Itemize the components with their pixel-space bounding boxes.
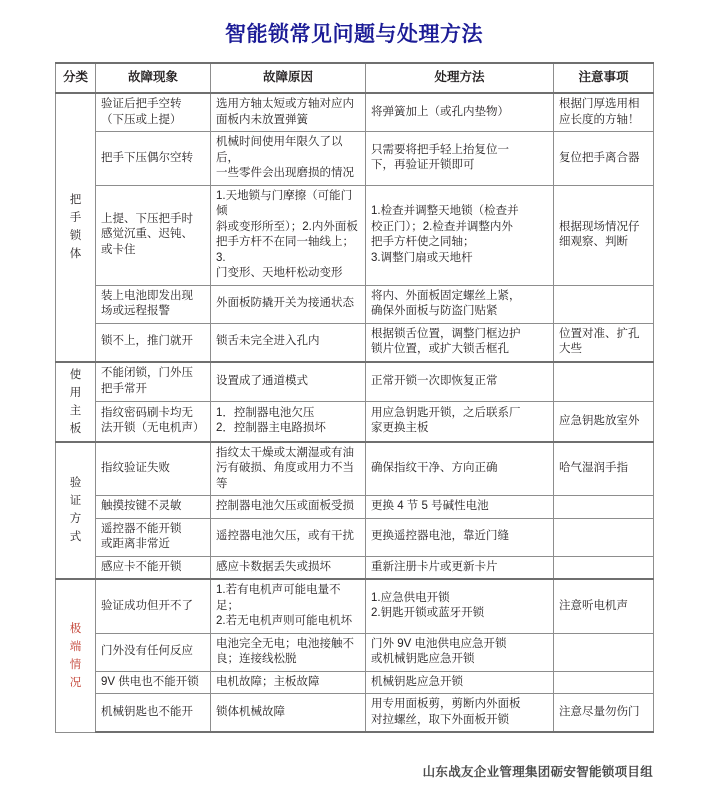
symptom-cell-line: 验证成功但开不了 [101, 599, 193, 612]
solution-cell-line: 或机械钥匙应急开锁 [371, 653, 475, 665]
cause-cell [211, 285, 366, 323]
table-row [56, 442, 654, 496]
cause-cell-line: 斜或变形所至）；2.内外面板 [216, 220, 358, 233]
symptom-cell-line: 上提、下压把手时 [101, 212, 193, 225]
cause-cell-line: 锁舌未完全进入孔内 [216, 335, 320, 348]
table-row [56, 694, 654, 733]
cause-cell [211, 323, 366, 362]
cause-cell [211, 93, 366, 132]
note-cell [554, 362, 654, 402]
solution-cell [366, 579, 554, 633]
solution-cell-line: 用专用面板剪，剪断内外面板 [371, 698, 521, 710]
symptom-cell-line: 机械钥匙也不能开 [101, 705, 193, 718]
symptom-cell-line: （下压或上提） [101, 113, 182, 126]
solution-cell-line: 1.检查并调整天地锁（检查并 [371, 205, 519, 217]
page-title: 智能锁常见问题与处理方法 [225, 23, 483, 46]
cause-cell-line: 1.天地锁与门摩擦（可能门倾 [216, 189, 353, 217]
note-cell [554, 185, 654, 285]
column-header-cause: 故障原因 [211, 63, 366, 93]
cause-cell [211, 442, 366, 496]
cause-cell [211, 579, 366, 633]
symptom-cell-line: 把手常开 [101, 382, 147, 395]
symptom-cell-line: 验证后把手空转 [101, 98, 182, 110]
symptom-cell-line: 装上电池即发出现 [101, 289, 193, 302]
note-cell-line: 注意听电机声 [559, 599, 628, 612]
note-cell [554, 132, 654, 186]
solution-cell-line: 用应急钥匙开锁，之后联系厂 [371, 406, 521, 419]
cause-cell [211, 132, 366, 186]
solution-cell-line: 重新注册卡片或更新卡片 [371, 560, 498, 573]
category-label: 把手锁体 [69, 194, 82, 261]
cause-cell [211, 556, 366, 579]
table-row [56, 633, 654, 671]
symptom-cell [96, 402, 211, 442]
solution-cell-line: 3.调整门扇或天地杆 [371, 251, 473, 264]
note-cell-line: 细观察、判断 [559, 236, 628, 248]
table-head [56, 63, 654, 93]
note-cell [554, 671, 654, 694]
solution-cell-line: 根据锁舌位置，调整门框边护 [371, 327, 521, 340]
note-cell [554, 442, 654, 496]
note-cell [554, 556, 654, 579]
symptom-cell-line: 遥控器不能开锁 [101, 522, 182, 535]
solution-cell [366, 362, 554, 402]
symptom-cell-line: 指纹密码刷卡均无 [101, 406, 193, 419]
symptom-cell-line: 法开锁（无电机声） [101, 422, 205, 435]
solution-cell-line: 更换遥控器电池，靠近门缝 [371, 530, 509, 543]
cause-cell-line: 电机故障；主板故障 [216, 675, 320, 688]
cause-cell-line: 2．控制器主电路损坏 [216, 422, 326, 435]
solution-cell-line: 1.应急供电开锁 [371, 591, 450, 604]
symptom-cell [96, 579, 211, 633]
column-header-category: 分类 [56, 63, 96, 93]
cause-cell-line: 面板内未放置弹簧 [216, 113, 308, 126]
solution-cell [366, 694, 554, 733]
table-body [56, 93, 654, 732]
note-cell [554, 323, 654, 362]
solution-cell-line: 下，再验证开锁即可 [371, 159, 475, 172]
cause-cell [211, 496, 366, 519]
category-cell [56, 362, 96, 442]
table-row [56, 185, 654, 285]
category-cell [56, 579, 96, 732]
column-header-notes: 注意事项 [554, 63, 654, 93]
cause-cell-line: 1.若有电机声可能电量不足； [216, 584, 341, 612]
category-cell [56, 442, 96, 580]
cause-cell-line: 机械时间使用年限久了以后， [216, 136, 343, 164]
cause-cell-line: 控制器电池欠压或面板受损 [216, 500, 354, 512]
solution-cell [366, 633, 554, 671]
cause-cell [211, 402, 366, 442]
column-header-symptom: 故障现象 [96, 63, 211, 93]
cause-cell-line: 外面板防撬开关为接通状态 [216, 297, 354, 310]
symptom-cell-line: 或距离非常近 [101, 538, 170, 550]
note-cell-line: 应急钥匙放室外 [559, 414, 640, 427]
symptom-cell [96, 671, 211, 694]
note-cell [554, 93, 654, 132]
solution-cell [366, 285, 554, 323]
solution-cell-line: 将内、外面板固定螺丝上紧， [371, 289, 521, 302]
solution-cell-line: 更换 4 节 5 号碱性电池 [371, 500, 489, 512]
table-row [56, 518, 654, 556]
solution-cell-line: 将弹簧加上（或孔内垫物） [371, 105, 509, 118]
solution-cell [366, 442, 554, 496]
table-row [56, 285, 654, 323]
note-cell [554, 694, 654, 733]
solution-cell-line: 只需要将把手轻上抬复位一 [371, 143, 509, 156]
cause-cell-line: 把手方杆不在同一轴线上；3. [216, 236, 354, 264]
symptom-cell [96, 132, 211, 186]
cause-cell [211, 185, 366, 285]
symptom-cell-line: 不能闭锁，门外压 [101, 367, 193, 380]
troubleshooting-table [55, 62, 654, 733]
note-cell [554, 633, 654, 671]
symptom-cell [96, 442, 211, 496]
symptom-cell-line: 把手下压偶尔空转 [101, 151, 193, 164]
solution-cell-line: 对拉螺丝，取下外面板开锁 [371, 713, 509, 726]
solution-cell [366, 556, 554, 579]
note-cell-line: 根据门厚选用相 [559, 98, 640, 110]
solution-cell-line: 正常开锁一次即恢复正常 [371, 375, 498, 387]
symptom-cell [96, 633, 211, 671]
cause-cell-line: 2.若无电机声则可能电机坏 [216, 615, 353, 627]
note-cell-line: 复位把手离合器 [559, 151, 640, 164]
symptom-cell [96, 285, 211, 323]
symptom-cell-line: 门外没有任何反应 [101, 645, 193, 658]
cause-cell-line: 指纹太干燥或太潮湿或有油 [216, 446, 354, 459]
cause-cell [211, 518, 366, 556]
cause-cell-line: 锁体机械故障 [216, 705, 285, 718]
solution-cell-line: 门外 9V 电池供电应急开锁 [371, 637, 507, 650]
note-cell [554, 285, 654, 323]
table-row [56, 671, 654, 694]
note-cell [554, 496, 654, 519]
symptom-cell [96, 518, 211, 556]
solution-cell-line: 机械钥匙应急开锁 [371, 675, 463, 688]
solution-cell [366, 671, 554, 694]
symptom-cell [96, 362, 211, 402]
cause-cell-line: 门变形、天地杆松动变形 [216, 267, 343, 279]
symptom-cell-line: 指纹验证失败 [101, 462, 170, 474]
note-cell-line: 大些 [559, 343, 582, 355]
table-row [56, 132, 654, 186]
solution-cell [366, 518, 554, 556]
note-cell-line: 位置对准、扩孔 [559, 327, 640, 340]
solution-cell [366, 93, 554, 132]
note-cell [554, 518, 654, 556]
symptom-cell-line: 感应卡不能开锁 [101, 560, 182, 573]
table-row [56, 496, 654, 519]
solution-cell-line: 2.钥匙开锁或蓝牙开锁 [371, 607, 485, 620]
troubleshooting-table-wrapper [55, 62, 653, 733]
cause-cell [211, 694, 366, 733]
cause-cell-line: 污有破损、角度或用力不当等 [216, 462, 354, 490]
cause-cell [211, 671, 366, 694]
cause-cell-line: 感应卡数据丢失或损坏 [216, 560, 331, 573]
symptom-cell [96, 323, 211, 362]
note-cell-line: 应长度的方轴！ [559, 113, 640, 126]
symptom-cell-line: 场或远程报警 [101, 305, 170, 317]
solution-cell-line: 家更换主板 [371, 422, 429, 435]
table-row [56, 556, 654, 579]
solution-cell [366, 402, 554, 442]
symptom-cell [96, 496, 211, 519]
category-label: 极端情况 [69, 622, 82, 689]
symptom-cell [96, 93, 211, 132]
symptom-cell-line: 9V 供电也不能开锁 [101, 675, 199, 688]
cause-cell-line: 良；连接线松脱 [216, 653, 297, 665]
solution-cell [366, 185, 554, 285]
cause-cell-line: 1．控制器电池欠压 [216, 406, 315, 419]
symptom-cell-line: 触摸按键不灵敏 [101, 500, 182, 512]
note-cell [554, 579, 654, 633]
solution-cell-line: 确保指纹干净、方向正确 [371, 462, 498, 474]
cause-cell-line: 遥控器电池欠压，或有干扰 [216, 530, 354, 543]
cause-cell [211, 633, 366, 671]
symptom-cell-line: 或卡住 [101, 243, 136, 256]
cause-cell-line: 一些零件会出现磨损的情况 [216, 167, 354, 179]
cause-cell-line: 设置成了通道模式 [216, 375, 308, 387]
solution-cell-line: 把手方杆使之同轴； [371, 236, 475, 248]
table-row [56, 362, 654, 402]
solution-cell [366, 323, 554, 362]
solution-cell-line: 校正门）；2.检查并调整内外 [371, 220, 513, 233]
note-cell-line: 哈气湿润手指 [559, 462, 628, 474]
table-row [56, 579, 654, 633]
symptom-cell [96, 694, 211, 733]
category-cell [56, 93, 96, 362]
column-header-solution: 处理方法 [366, 63, 554, 93]
table-row [56, 402, 654, 442]
category-label: 验证方式 [69, 477, 82, 544]
solution-cell [366, 496, 554, 519]
solution-cell-line: 确保外面板与防盗门贴紧 [371, 305, 498, 317]
cause-cell-line: 选用方轴太短或方轴对应内 [216, 98, 354, 110]
note-cell-line: 根据现场情况仔 [559, 220, 640, 233]
symptom-cell [96, 185, 211, 285]
table-row [56, 323, 654, 362]
cause-cell-line: 电池完全无电；电池接触不 [216, 637, 354, 650]
footer-credit: 山东战友企业管理集团砺安智能锁项目组 [422, 765, 653, 779]
symptom-cell-line: 感觉沉重、迟钝、 [101, 228, 193, 241]
note-cell-line: 注意尽量勿伤门 [559, 705, 640, 718]
table-header-row [56, 63, 654, 93]
solution-cell-line: 锁片位置，或扩大锁舌框孔 [371, 343, 509, 355]
solution-cell [366, 132, 554, 186]
cause-cell [211, 362, 366, 402]
symptom-cell [96, 556, 211, 579]
category-label: 使用主板 [69, 368, 82, 435]
table-row [56, 93, 654, 132]
symptom-cell-line: 锁不上，推门就开 [101, 335, 193, 348]
note-cell [554, 402, 654, 442]
